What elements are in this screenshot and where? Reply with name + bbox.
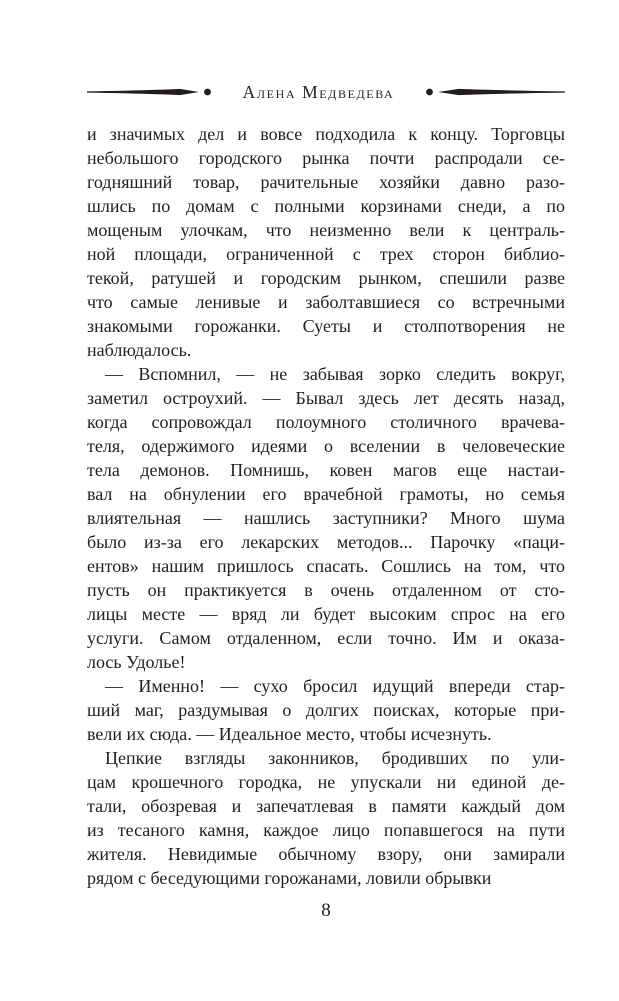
text-line: цам крошечного городка, не упускали ни единой де- bbox=[87, 772, 565, 792]
text-line: шлись по домам с полными корзинами снеди, а по bbox=[87, 196, 565, 216]
text-line: Цепкие взгляды законников, бродивших по ули- bbox=[105, 748, 565, 768]
text-line: жителя. Невидимые обычному взору, они замирали bbox=[87, 844, 565, 864]
text-line: что самые ленивые и заболтавшиеся со встречными bbox=[87, 292, 565, 312]
right-arrow-ornament-icon bbox=[425, 86, 565, 98]
left-arrow-ornament-icon bbox=[87, 86, 212, 98]
text-line: годняшний товар, рачительные хозяйки давно разо- bbox=[87, 172, 565, 192]
text-line: пусть он практикуется в очень отдаленном от сто- bbox=[87, 580, 565, 600]
text-line: было из-за его лекарских методов... Парочку «паци- bbox=[87, 532, 565, 552]
text-line: когда сопровождал полоумного столичного врачева- bbox=[87, 412, 565, 432]
author-running-title: Алена Медведева bbox=[242, 82, 395, 102]
page-text bbox=[87, 122, 565, 890]
text-line: вели их сюда. — Идеальное место, чтобы исчезнуть. bbox=[87, 724, 492, 744]
text-line: из тесаного камня, каждое лицо попавшегося на пути bbox=[87, 820, 565, 840]
text-line: — Вспомнил, — не забывая зорко следить вокруг, bbox=[105, 364, 565, 384]
text-line: — Именно! — сухо бросил идущий впереди стар- bbox=[105, 676, 565, 696]
text-line: лицы месте — вряд ли будет высоким спрос на его bbox=[87, 604, 565, 624]
text-line: небольшого городского рынка почти распродали се- bbox=[87, 148, 565, 168]
text-line: и значимых дел и вовсе подходила к концу. Торговцы bbox=[87, 124, 565, 144]
text-line: текой, ратушей и городским рынком, спешили разве bbox=[87, 268, 565, 288]
text-line: мощеным улочкам, что неизменно вели к централь- bbox=[87, 220, 565, 240]
running-header bbox=[87, 81, 565, 103]
text-line: тали, обозревая и запечатлевая в памяти каждый дом bbox=[87, 796, 565, 816]
text-line: знакомыми горожанки. Суеты и столпотворения не bbox=[87, 316, 565, 336]
text-line: ший маг, раздумывая о долгих поисках, которые при- bbox=[87, 700, 565, 720]
text-line: влиятельная — нашлись заступники? Много шума bbox=[87, 508, 565, 528]
text-line: услуги. Самом отдаленном, если точно. Им и оказа- bbox=[87, 628, 565, 648]
text-line: лось Удолье! bbox=[87, 652, 186, 672]
text-line: тела демонов. Помнишь, ковен магов еще настаи- bbox=[87, 460, 565, 480]
text-line: вал на обнулении его врачебной грамоты, но семья bbox=[87, 484, 565, 504]
text-line: теля, одержимого идеями о вселении в человеческие bbox=[87, 436, 565, 456]
text-line: рядом с беседующими горожанами, ловили обрывки bbox=[87, 868, 492, 888]
text-line: ной площади, ограниченной с трех сторон библио- bbox=[87, 244, 565, 264]
text-line: заметил остроухий. — Бывал здесь лет десять назад, bbox=[87, 388, 565, 408]
text-line: ентов» нашим пришлось спасать. Сошлись на том, что bbox=[87, 556, 565, 576]
page-number: 8 bbox=[321, 900, 331, 921]
text-line: наблюдалось. bbox=[87, 340, 192, 360]
